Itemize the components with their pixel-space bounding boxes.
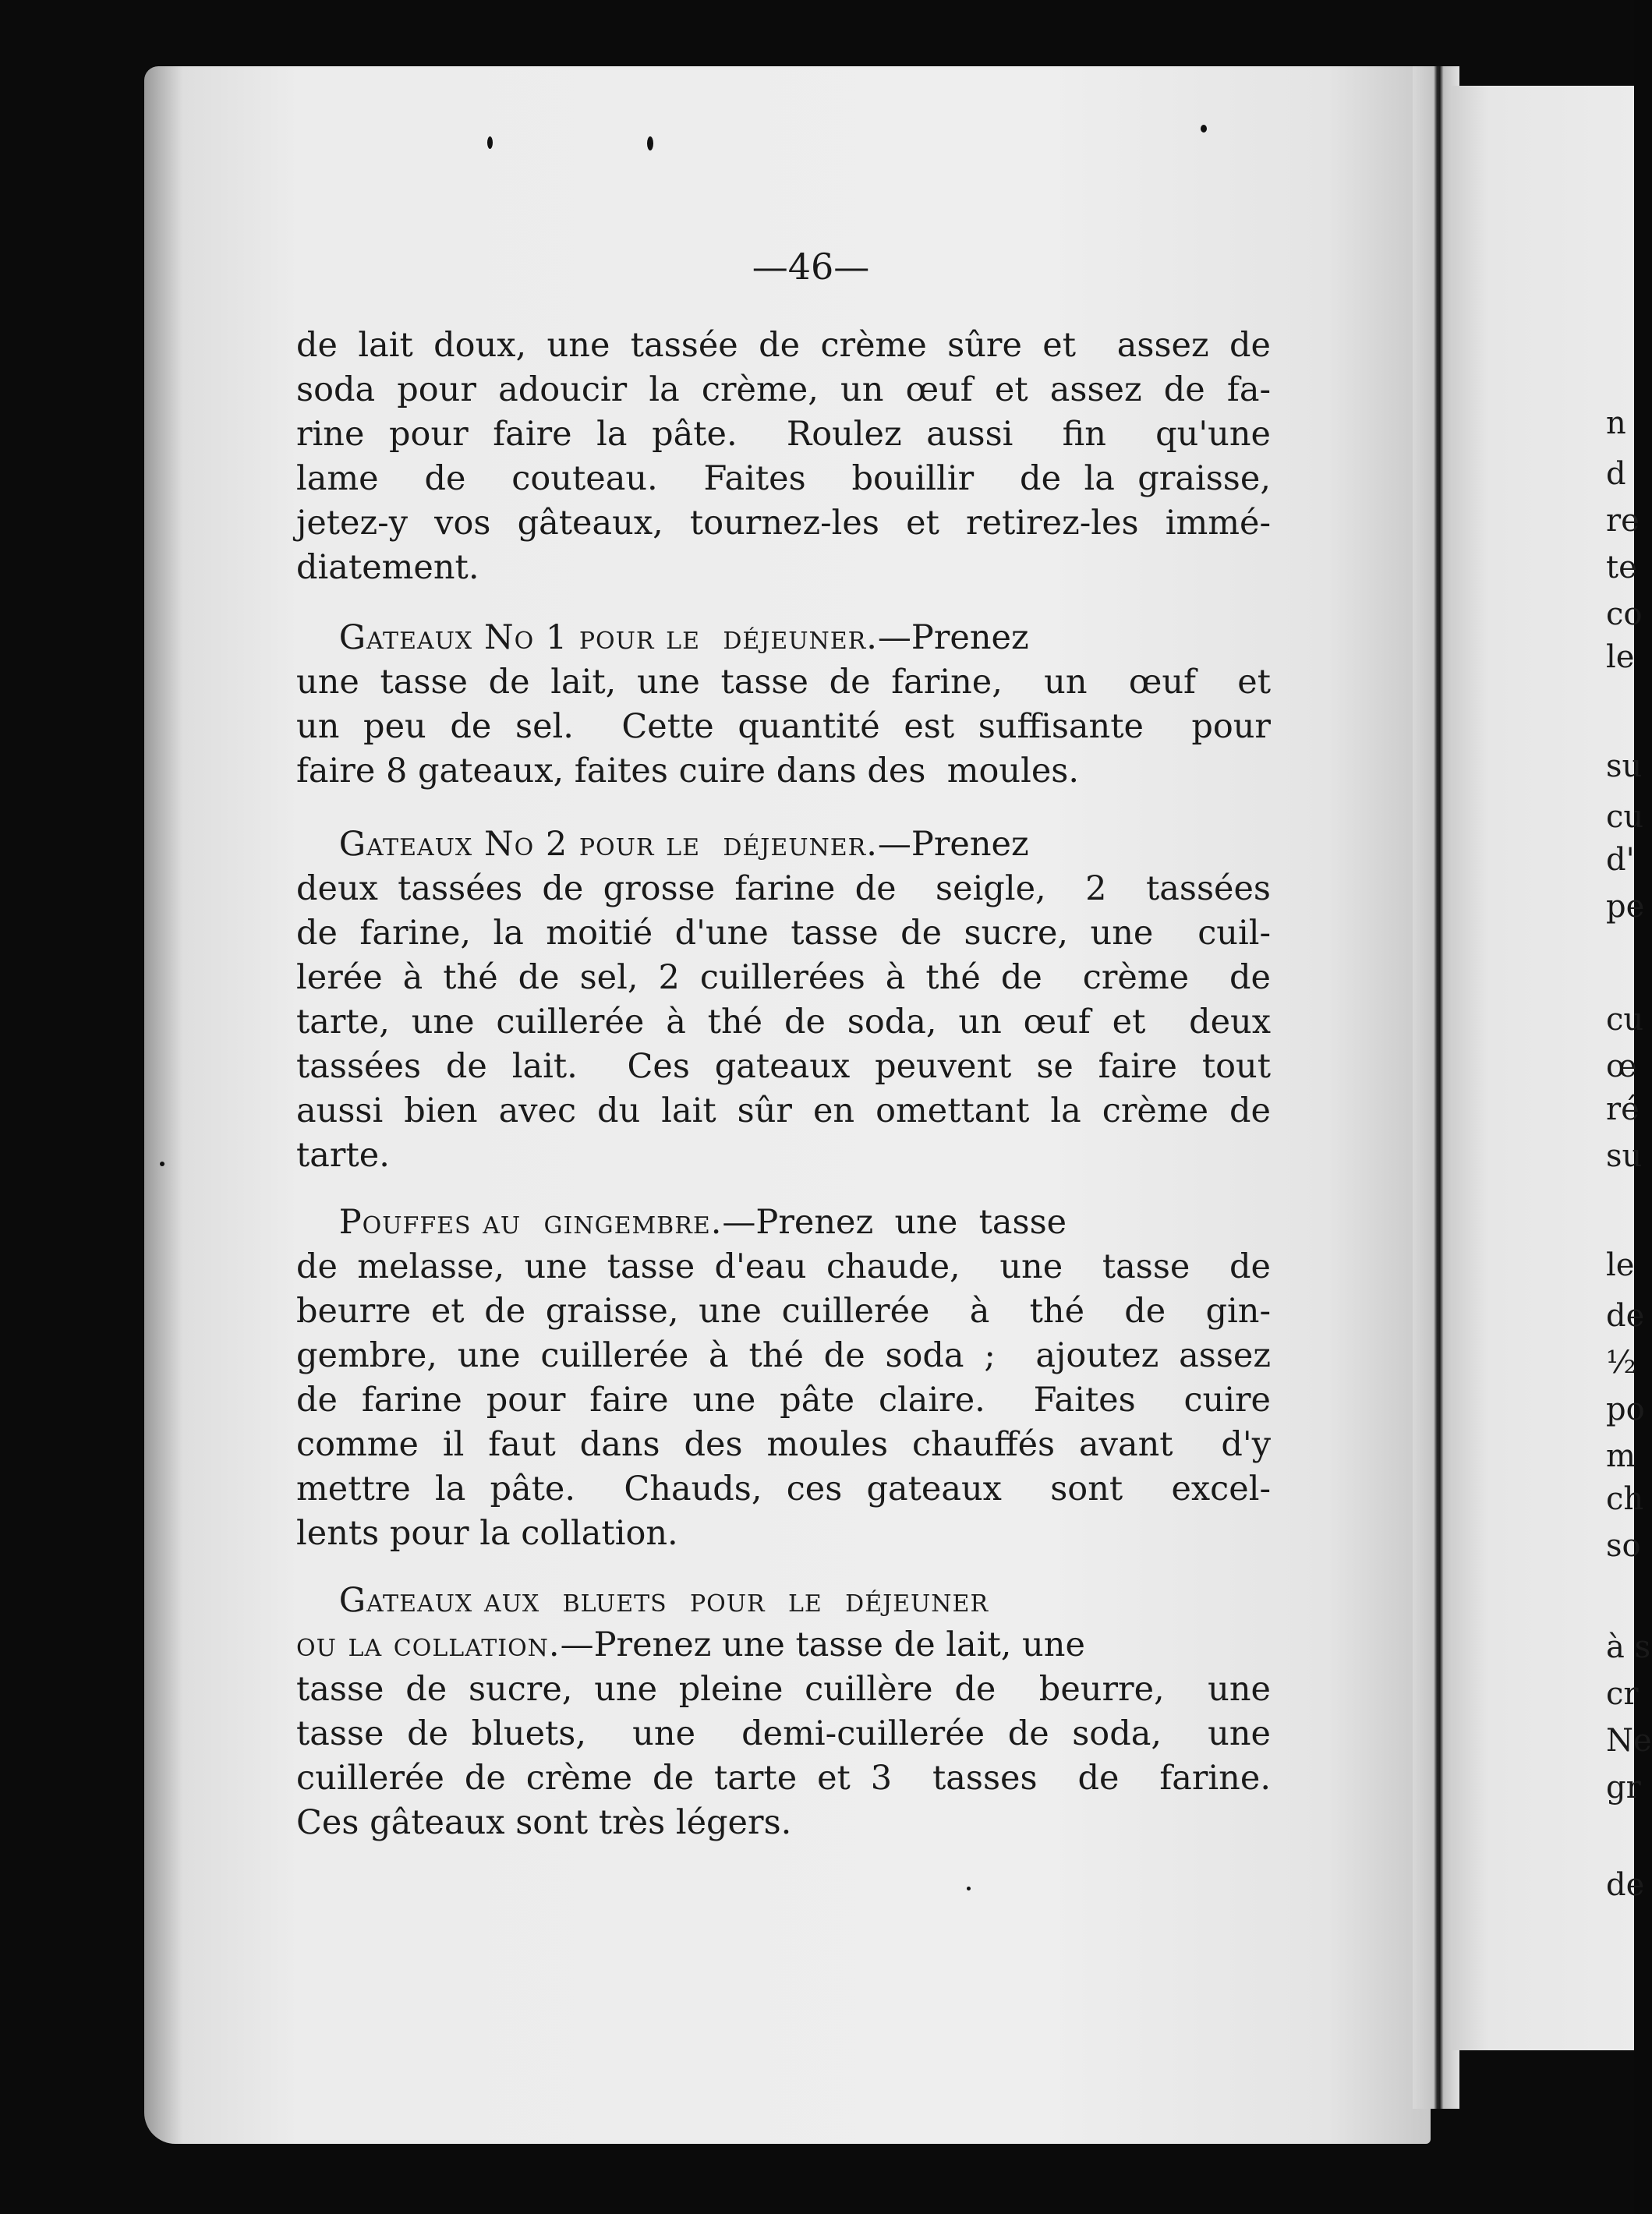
text-line: mettre la pâte. Chauds, ces gateaux sont excel-	[296, 1470, 1271, 1508]
right-page-fragment: d'	[1606, 842, 1635, 878]
text-line: cuillerée de crème de tarte et 3 tasses de farine.	[296, 1759, 1271, 1798]
right-page-fragment: te	[1606, 550, 1637, 585]
scan-speck	[160, 1162, 164, 1166]
text-line-rest: —Prenez	[877, 618, 1029, 657]
page-number: —46—	[752, 246, 870, 288]
right-page-fragment: re	[1606, 503, 1640, 539]
recipe-gateaux-no2	[296, 822, 1271, 1178]
text-line: beurre et de graisse, une cuillerée à thé de gin-	[296, 1292, 1271, 1331]
right-page-fragment: de	[1606, 1298, 1645, 1334]
text-line: de melasse, une tasse d'eau chaude, une tasse de	[296, 1247, 1271, 1286]
right-page-fragment: m	[1606, 1438, 1636, 1474]
right-page-fragment: su	[1606, 748, 1643, 784]
text-line	[296, 822, 1271, 867]
text-line	[296, 1201, 1271, 1245]
right-page-fragment: à s	[1606, 1629, 1651, 1665]
text-line: gembre, une cuillerée à thé de soda ; ajoutez assez	[296, 1336, 1271, 1375]
text-line: tarte.	[296, 1136, 390, 1175]
right-page-fragment: Ne	[1606, 1723, 1652, 1759]
recipe-heading: Gateaux No 1 pour le déjeuner.	[338, 618, 878, 657]
right-page-fragment: so	[1606, 1528, 1641, 1564]
right-page-fragment: le	[1606, 639, 1635, 675]
text-line: aussi bien avec du lait sûr en omettant la crème de	[296, 1091, 1271, 1130]
text-line: jetez-y vos gâteaux, tournez-les et retirez-les immé-	[296, 504, 1271, 543]
text-line: rine pour faire la pâte. Roulez aussi fin qu'une	[296, 415, 1271, 454]
text-line: lerée à thé de sel, 2 cuillerées à thé de crème de	[296, 958, 1271, 997]
text-line: comme il faut dans des moules chauffés avant d'y	[296, 1425, 1271, 1464]
text-line	[296, 1623, 1271, 1668]
text-line: un peu de sel. Cette quantité est suffisante pour	[296, 707, 1271, 746]
recipe-heading: Gateaux No 2 pour le déjeuner.	[338, 825, 878, 864]
right-page-fragment: co	[1606, 596, 1643, 632]
text-line-rest: —Prenez une tasse	[722, 1203, 1067, 1242]
paragraph-continuation	[296, 324, 1271, 590]
right-page-fragment: ½	[1606, 1345, 1636, 1381]
right-page-fragment: cu	[1606, 1002, 1644, 1038]
right-page-fragment: de	[1606, 1867, 1645, 1903]
right-page-fragment: œ	[1606, 1049, 1637, 1084]
recipe-gateaux-no1	[296, 616, 1271, 794]
recipe-pouffes-gingembre	[296, 1201, 1271, 1556]
text-line: de farine, la moitié d'une tasse de sucre, une cuil-	[296, 914, 1271, 953]
text-line: diatement.	[296, 548, 479, 587]
text-line	[296, 616, 1271, 660]
recipe-heading: Pouffes au gingembre.	[338, 1203, 723, 1242]
recipe-heading: Gateaux aux bluets pour le déjeuner	[338, 1581, 989, 1620]
right-page-fragment: d	[1606, 456, 1626, 492]
text-line: deux tassées de grosse farine de seigle, 2 tassées	[296, 869, 1271, 908]
text-line: de farine pour faire une pâte claire. Faites cuire	[296, 1381, 1271, 1420]
scan-speck	[967, 1887, 971, 1890]
text-line: tasse de sucre, une pleine cuillère de beurre, une	[296, 1670, 1271, 1709]
right-page-fragment: n	[1606, 405, 1626, 441]
text-line-rest: —Prenez une tasse de lait, une	[560, 1625, 1085, 1664]
text-line: lents pour la collation.	[296, 1514, 678, 1553]
text-line: tassées de lait. Ces gateaux peuvent se faire tout	[296, 1047, 1271, 1086]
text-line: faire 8 gateaux, faites cuire dans des moules.	[296, 752, 1080, 790]
text-line: une tasse de lait, une tasse de farine, un œuf et	[296, 663, 1271, 702]
recipe-gateaux-bluets	[296, 1579, 1271, 1845]
scan-speck	[647, 136, 653, 150]
right-page-fragment: gr	[1606, 1770, 1641, 1806]
right-page-fragment: cr	[1606, 1676, 1639, 1712]
text-line: soda pour adoucir la crème, un œuf et assez de fa-	[296, 370, 1271, 409]
right-page-fragment: pe	[1606, 889, 1645, 925]
text-line: tasse de bluets, une demi-cuillerée de soda, une	[296, 1714, 1271, 1753]
right-page-fragment: ch	[1606, 1481, 1644, 1517]
text-line	[296, 1579, 1271, 1623]
right-page-fragment: po	[1606, 1392, 1645, 1427]
right-page-fragment: su	[1606, 1138, 1643, 1174]
text-line: lame de couteau. Faites bouillir de la graisse,	[296, 459, 1271, 498]
right-page-fragment: le	[1606, 1247, 1635, 1283]
right-page-fragment: ré	[1606, 1091, 1640, 1127]
text-line-rest: —Prenez	[877, 825, 1029, 864]
text-line: tarte, une cuillerée à thé de soda, un œuf et deux	[296, 1003, 1271, 1042]
recipe-heading-cont: ou la collation.	[296, 1625, 561, 1664]
text-line: de lait doux, une tassée de crème sûre et assez de	[296, 326, 1271, 365]
scan-speck	[1201, 125, 1207, 133]
text-line: Ces gâteaux sont très légers.	[296, 1803, 792, 1842]
scan-speck	[487, 136, 493, 149]
right-page-fragment: cu	[1606, 799, 1644, 835]
